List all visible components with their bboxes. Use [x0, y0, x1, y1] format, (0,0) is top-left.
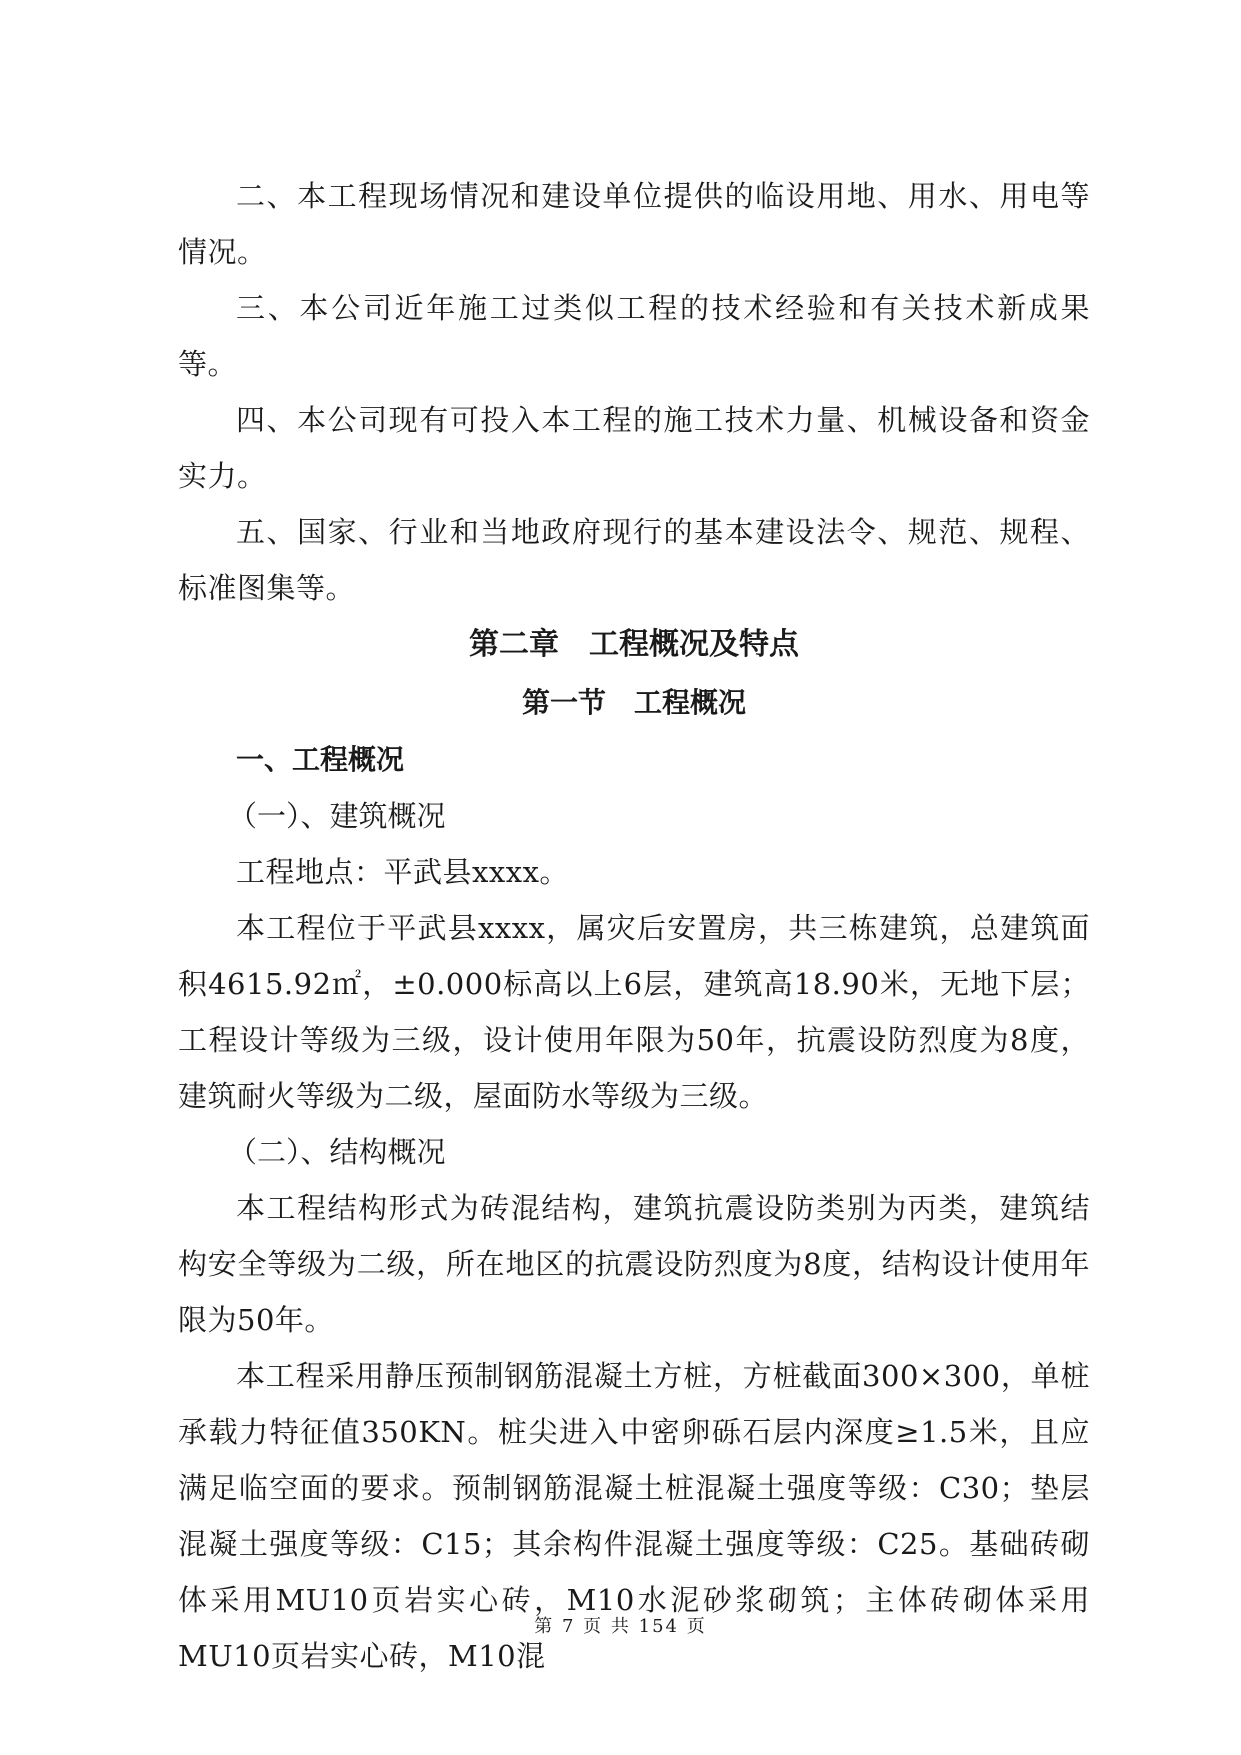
paragraph-pile-description: 本工程采用静压预制钢筋混凝土方桩，方桩截面300×300，单桩承载力特征值350KN。桩尖进入中密卵砾石层内深度≥1.5米，且应满足临空面的要求。预制钢筋混凝土桩混凝土强度等级：C30；垫层混凝土强度等级：C15；其余构件混凝土强度等级：C25。基础砖砌体采用MU10页岩实心砖，M10水泥砂浆砌筑；主体砖砌体采用MU10页岩实心砖，M10混: [178, 1359, 1090, 1673]
paragraph-building-description: 本工程位于平武县xxxx，属灾后安置房，共三栋建筑，总建筑面积4615.92㎡，±0.000标高以上6层，建筑高18.90米，无地下层；工程设计等级为三级，设计使用年限为50年，抗震设防烈度为8度，建筑耐火等级为二级，屋面防水等级为三级。: [178, 911, 1090, 1113]
paragraph-regulations: 五、国家、行业和当地政府现行的基本建设法令、规范、规程、标准图集等。: [178, 515, 1090, 605]
page-content: [178, 168, 1090, 1684]
paragraph-company-experience: 三、本公司近年施工过类似工程的技术经验和有关技术新成果等。: [178, 291, 1090, 381]
paragraph-company-resources: 四、本公司现有可投入本工程的施工技术力量、机械设备和资金实力。: [178, 403, 1090, 493]
page-number-footer: 第 7 页 共 154 页: [534, 1616, 707, 1637]
section-title: 第一节 工程概况: [521, 686, 746, 719]
paragraph-site-conditions: 二、本工程现场情况和建设单位提供的临设用地、用水、用电等情况。: [178, 179, 1090, 269]
paragraph-structure-description: 本工程结构形式为砖混结构，建筑抗震设防类别为丙类，建筑结构安全等级为二级，所在地区的抗震设防烈度为8度，结构设计使用年限为50年。: [178, 1191, 1090, 1337]
chapter-title: 第二章 工程概况及特点: [469, 627, 799, 662]
paragraph-location: 工程地点：平武县xxxx。: [236, 855, 569, 889]
heading-project-overview: 一、工程概况: [236, 743, 405, 776]
subheading-building-overview: （一）、建筑概况: [228, 799, 446, 833]
subheading-structure-overview: （二）、结构概况: [228, 1135, 446, 1169]
